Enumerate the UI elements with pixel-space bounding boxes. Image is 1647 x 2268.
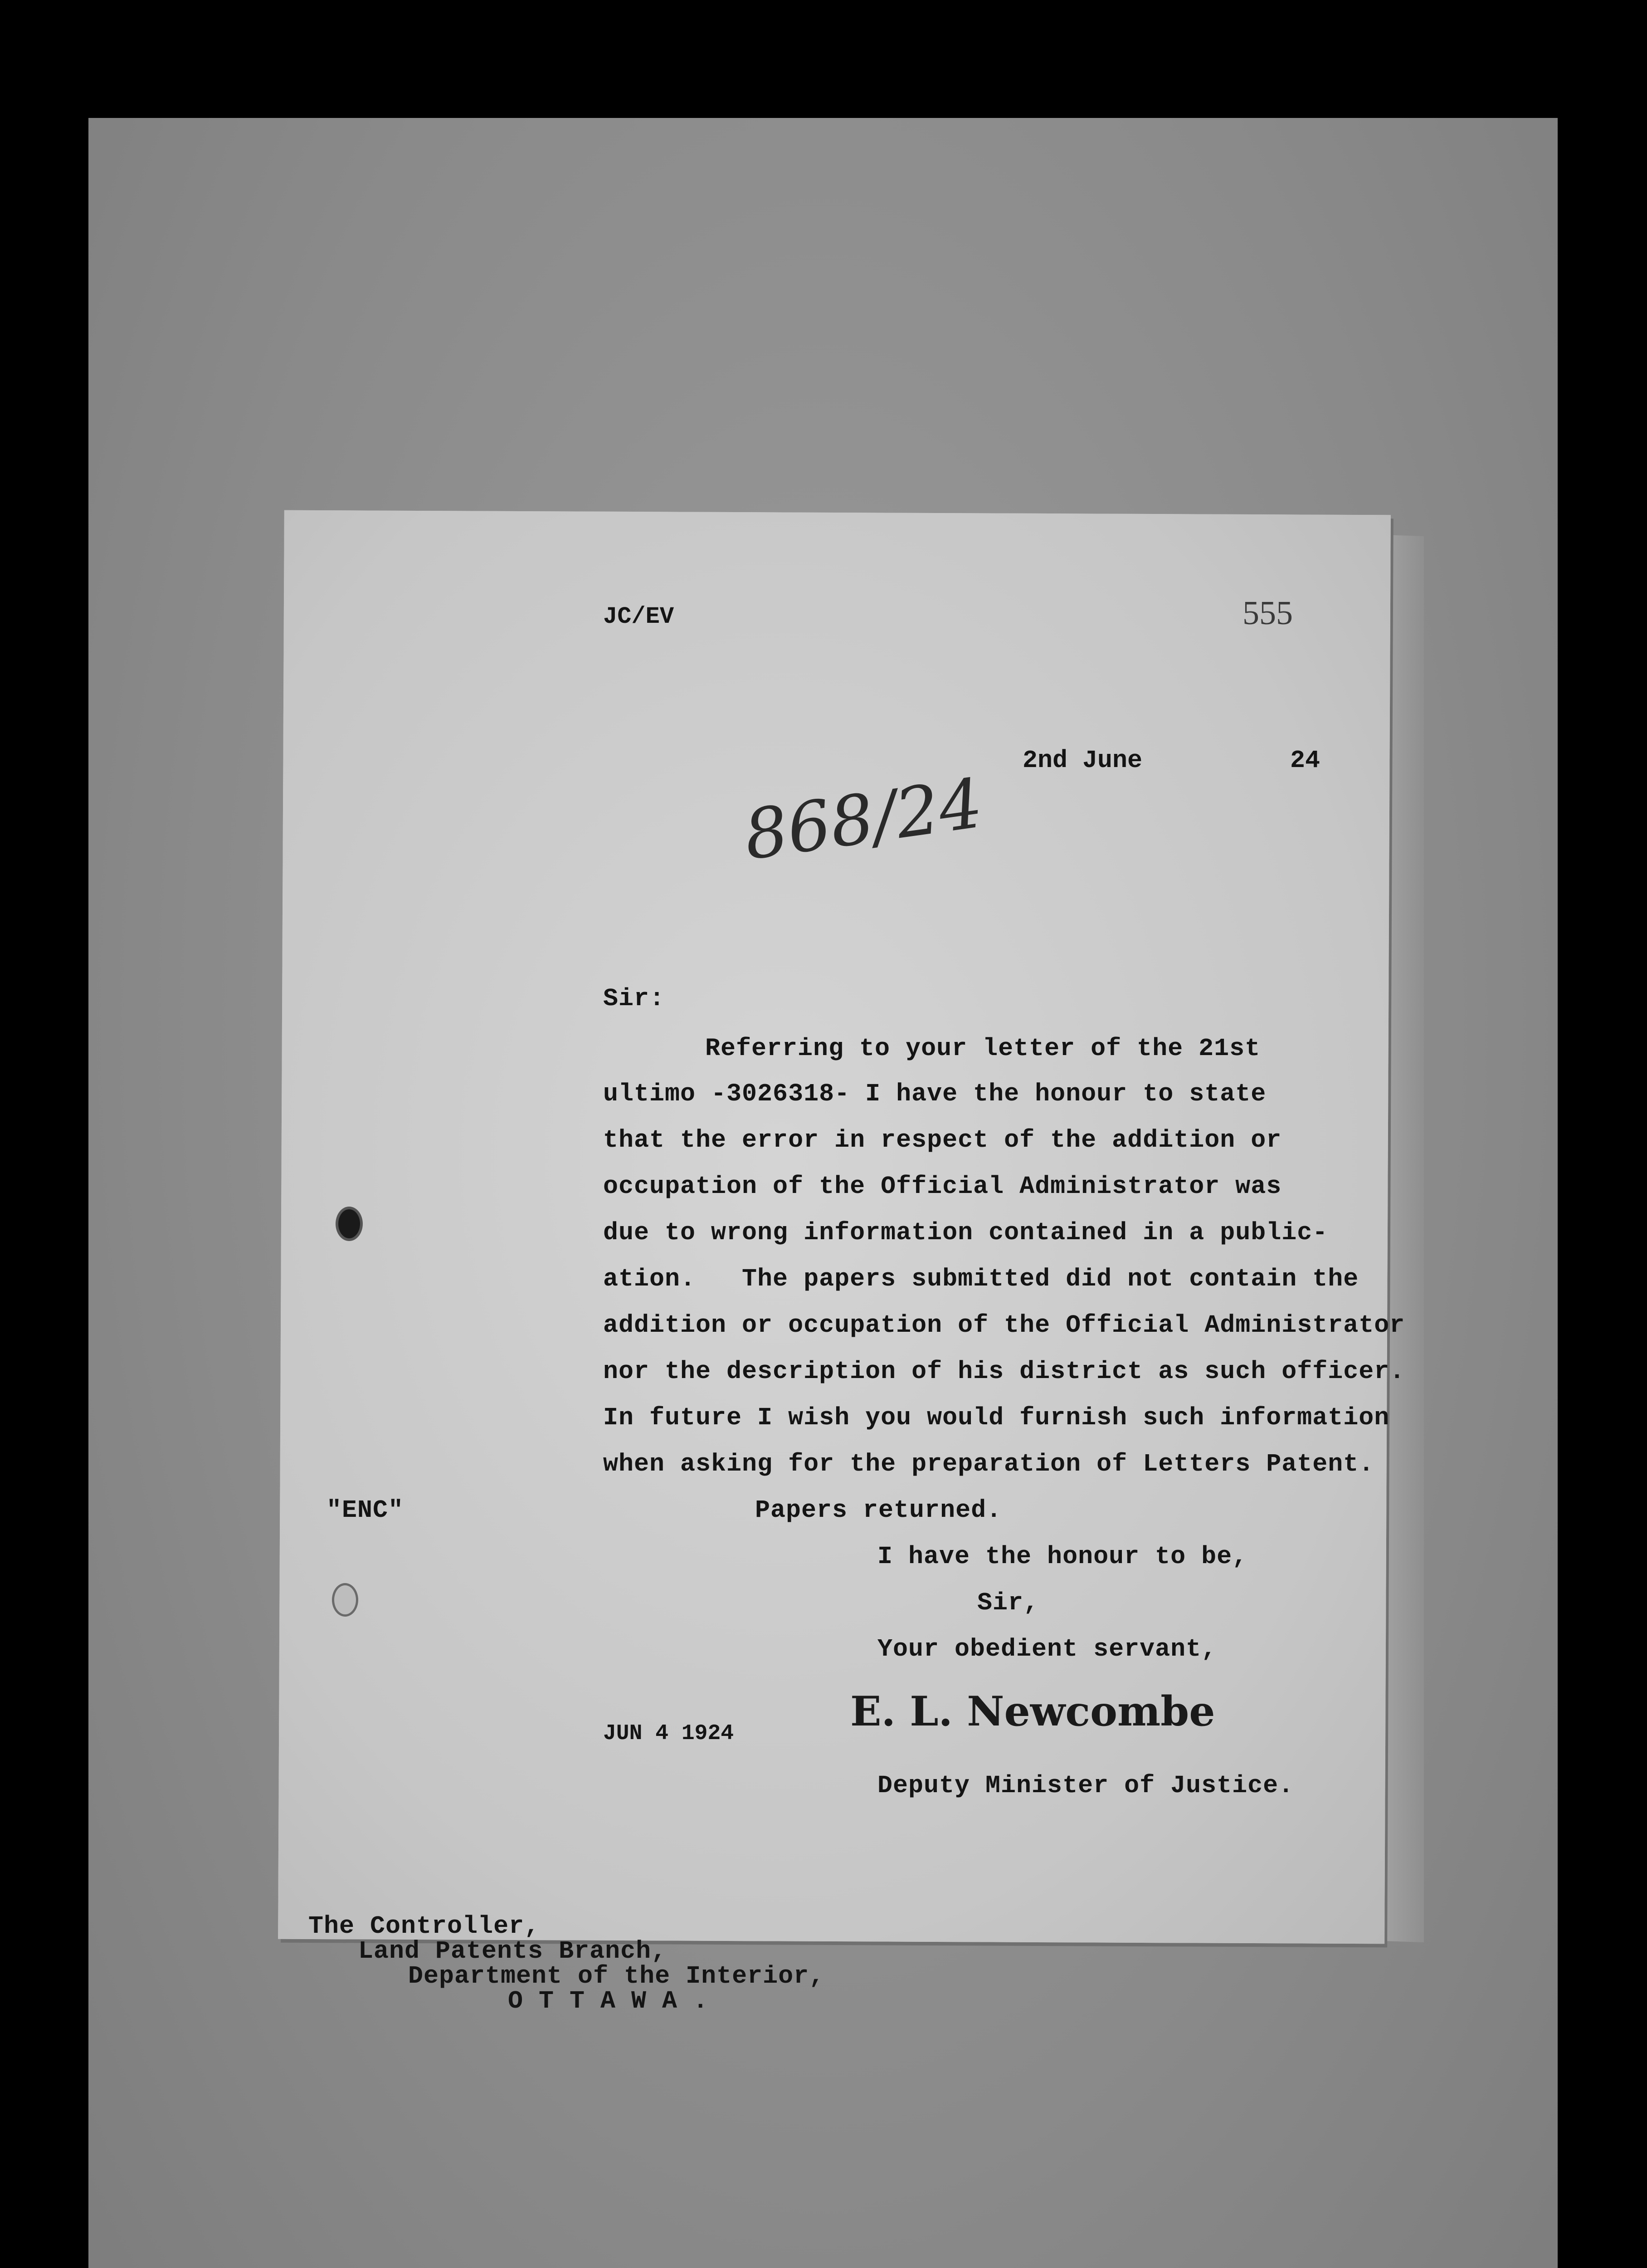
- date-stamp: JUN 4 1924: [603, 1721, 734, 1746]
- enclosure-mark: "ENC": [326, 1496, 404, 1525]
- addressee-line: O T T A W A .: [508, 1987, 709, 2015]
- body-line: ation. The papers submitted did not contain the: [603, 1265, 1359, 1293]
- addressee-line: Department of the Interior,: [408, 1962, 825, 1990]
- body-line: due to wrong information contained in a public-: [603, 1218, 1328, 1247]
- body-line: In future I wish you would furnish such information: [603, 1403, 1390, 1432]
- closing-line: Sir,: [977, 1589, 1039, 1617]
- punch-hole: [336, 1207, 363, 1241]
- letter-date: 2nd June: [1023, 746, 1143, 775]
- signature: E. L. Newcombe: [850, 1687, 1215, 1735]
- body-line: ultimo -3026318- I have the honour to state: [603, 1080, 1267, 1108]
- closing-line: I have the honour to be,: [877, 1542, 1248, 1571]
- addressee-line: The Controller,: [308, 1912, 540, 1941]
- body-line: addition or occupation of the Official Administrator: [603, 1311, 1405, 1339]
- body-line: Referring to your letter of the 21st: [705, 1034, 1261, 1063]
- page-number: 555: [1243, 595, 1293, 632]
- salutation: Sir:: [603, 984, 665, 1013]
- body-line: nor the description of his district as such officer.: [603, 1357, 1405, 1386]
- signer-title: Deputy Minister of Justice.: [877, 1771, 1294, 1800]
- body-line: when asking for the preparation of Letters Patent.: [603, 1450, 1374, 1478]
- reference-initials: JC/EV: [603, 603, 674, 630]
- punch-hole: [332, 1583, 358, 1617]
- body-line: that the error in respect of the addition or: [603, 1126, 1282, 1154]
- papers-returned: Papers returned.: [755, 1496, 1002, 1525]
- addressee-line: Land Patents Branch,: [358, 1937, 667, 1965]
- letter-year: 24: [1290, 746, 1321, 775]
- closing-line: Your obedient servant,: [877, 1635, 1217, 1663]
- body-line: occupation of the Official Administrator was: [603, 1172, 1282, 1201]
- handwritten-file-number: 868/24: [739, 764, 988, 875]
